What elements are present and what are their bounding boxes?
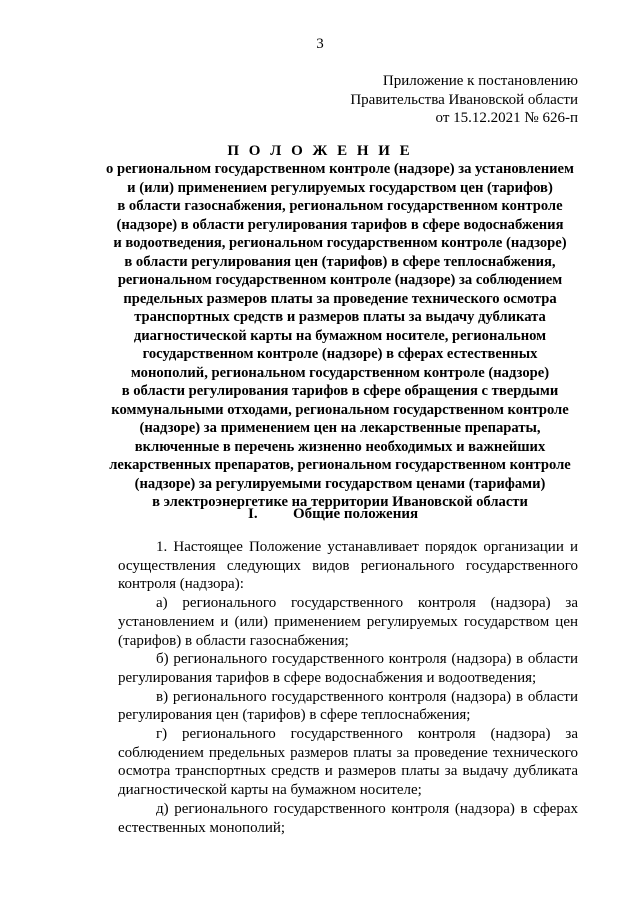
document-title: П О Л О Ж Е Н И Е	[227, 143, 413, 159]
subtitle-line: в области газоснабжения, региональном государственном контроле	[117, 198, 563, 214]
subtitle-line: государственном контроле (надзоре) в сферах естественных	[142, 346, 538, 362]
subtitle-line: (надзоре) в области регулирования тарифов в сфере водоснабжения	[116, 216, 564, 233]
subtitle-line: коммунальными отходами, региональном государственном контроле	[111, 401, 569, 418]
subtitle-line: (надзоре) за применением цен на лекарственные препараты,	[139, 420, 541, 436]
subtitle-line: монополий, региональном государственном контроле (надзоре)	[130, 364, 550, 381]
subtitle-line: включенные в перечень жизненно необходимых и важнейших	[134, 438, 546, 455]
document-body	[118, 538, 578, 837]
paragraph: г) регионального государственного контроля (надзора) за соблюдением предельных размеров платы за проведение технического осмотра транспортных средств и размеров платы за выдачу дубликата диагностической карты на бумажном носителе;	[118, 726, 578, 799]
subtitle-line: о региональном государственном контроле (надзоре) за установлением	[106, 161, 574, 177]
subtitle-line: региональном государственном контроле (надзоре) за соблюдением	[117, 272, 563, 288]
page-number: 3	[316, 36, 324, 52]
subtitle-line: и (или) применением регулируемых государством цен (тарифов)	[127, 179, 553, 196]
section-title: Общие положения	[293, 506, 419, 522]
paragraph: д) регионального государственного контроля (надзора) в сферах естественных монополий;	[118, 800, 578, 836]
appendix-line-2: Правительства Ивановской области	[350, 91, 578, 108]
paragraph: 1. Настоящее Положение устанавливает порядок организации и осуществления следующих видов регионального государственного контроля (надзора):	[118, 539, 578, 593]
section-number: I.	[248, 506, 258, 522]
subtitle-line: транспортных средств и размеров платы за выдачу дубликата	[134, 309, 546, 325]
subtitle-line: в электроэнергетике на территории Ивановской области	[152, 494, 528, 510]
paragraph: б) регионального государственного контроля (надзора) в области регулирования тарифов в сфере водоснабжения и водоотведения;	[118, 651, 578, 686]
paragraph: а) регионального государственного контроля (надзора) за установлением и (или) применением регулируемых государством цен (тарифов) в области газоснабжения;	[118, 595, 578, 649]
subtitle-line: (надзоре) за регулируемыми государством ценами (тарифами)	[134, 475, 546, 492]
subtitle-line: предельных размеров платы за проведение технического осмотра	[123, 290, 557, 307]
appendix-line-1: Приложение к постановлению	[382, 73, 578, 89]
appendix-header	[350, 72, 578, 128]
document-subtitle	[84, 160, 596, 512]
subtitle-line: в области регулирования тарифов в сфере обращения с твердыми	[121, 383, 559, 399]
subtitle-line: лекарственных препаратов, региональном государственном контроле	[109, 457, 571, 473]
subtitle-line: и водоотведения, региональном государственном контроле (надзоре)	[113, 235, 567, 251]
paragraph: в) регионального государственного контроля (надзора) в области регулирования цен (тарифов) в сфере теплоснабжения;	[118, 688, 578, 724]
appendix-line-3: от 15.12.2021 № 626-п	[435, 110, 578, 126]
subtitle-line: диагностической карты на бумажном носителе, региональном	[133, 327, 547, 344]
subtitle-line: в области регулирования цен (тарифов) в сфере теплоснабжения,	[124, 253, 556, 270]
